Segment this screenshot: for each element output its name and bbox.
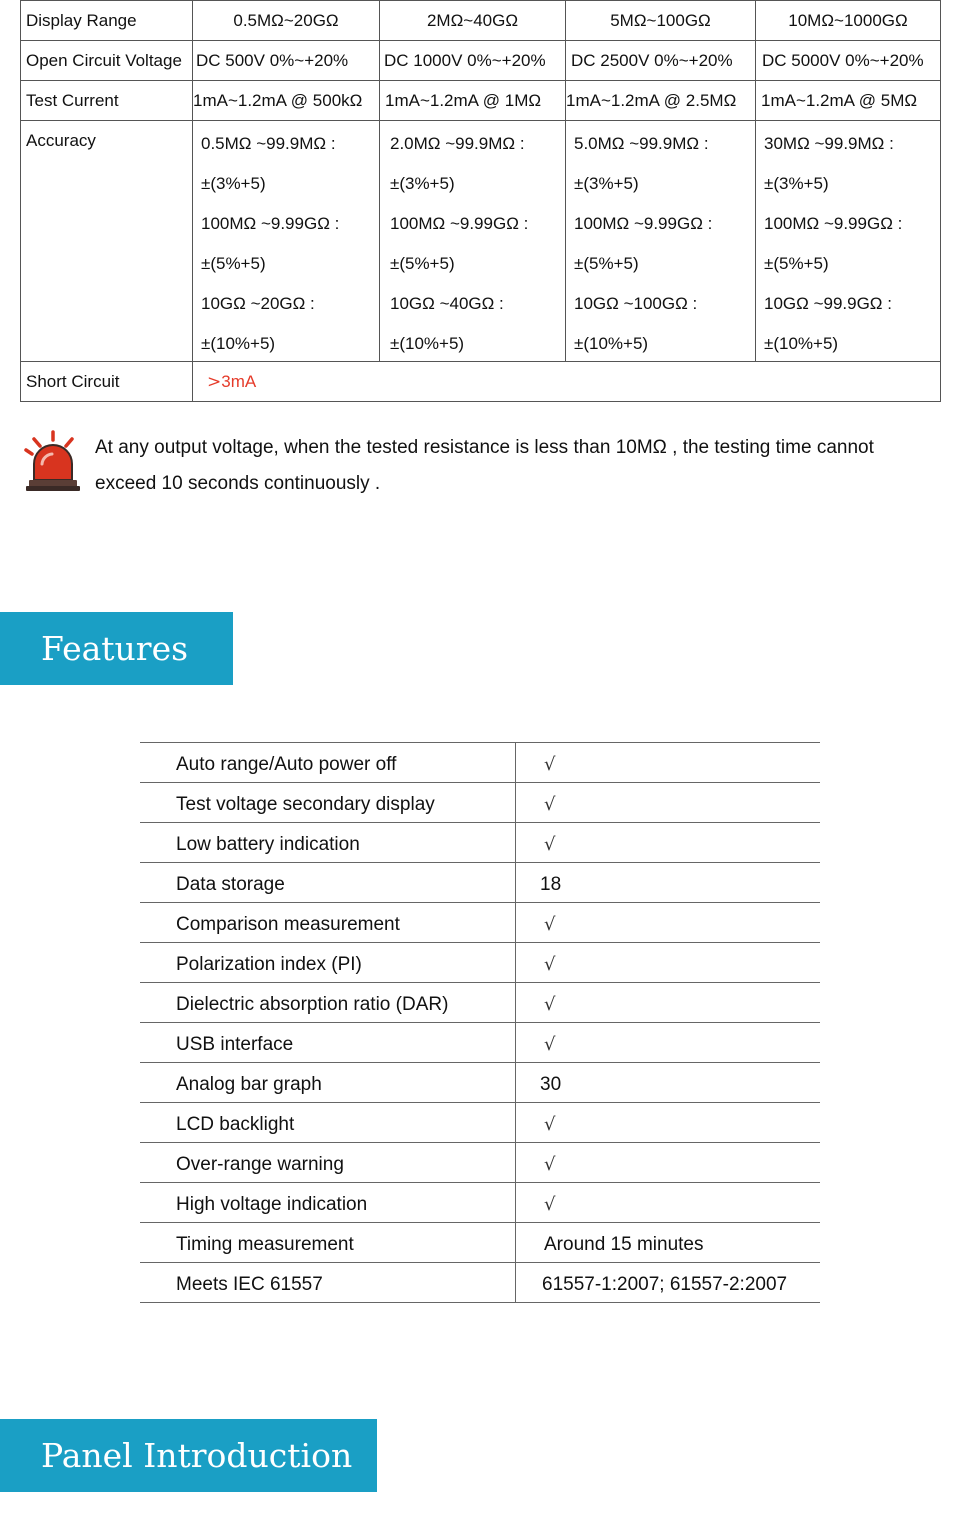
feature-name: Polarization index (PI): [140, 943, 516, 983]
feature-value: √: [516, 1143, 821, 1183]
spec-cell: DC 500V 0%~+20%: [193, 41, 380, 81]
accuracy-cell: [193, 121, 380, 362]
spec-row-accuracy: [21, 121, 941, 362]
accuracy-value: ±(10%+5): [390, 334, 465, 353]
spec-cell: 2MΩ~40GΩ: [380, 1, 566, 41]
spec-row-display-range: [21, 1, 941, 41]
feature-value: √: [516, 1183, 821, 1223]
spec-cell: 1mA~1.2mA @ 1MΩ: [380, 81, 566, 121]
feature-name: Test voltage secondary display: [140, 783, 516, 823]
spec-table: [20, 0, 941, 402]
accuracy-range: 100MΩ ~9.99GΩ :: [574, 214, 713, 233]
spec-label: Open Circuit Voltage: [21, 41, 193, 81]
accuracy-value: ±(5%+5): [201, 254, 266, 273]
accuracy-range: 10GΩ ~100GΩ :: [574, 294, 698, 313]
greater-than-symbol: >: [207, 371, 222, 392]
feature-name: USB interface: [140, 1023, 516, 1063]
feature-value: √: [516, 823, 821, 863]
feature-value: 30: [516, 1063, 821, 1103]
feature-value: 18: [516, 863, 821, 903]
accuracy-value: ±(3%+5): [574, 174, 639, 193]
feature-row: [140, 783, 820, 823]
accuracy-value: ±(3%+5): [390, 174, 455, 193]
spec-label: Accuracy: [21, 121, 193, 362]
accuracy-range: 5.0MΩ ~99.9MΩ :: [574, 134, 709, 153]
feature-row: [140, 943, 820, 983]
spec-cell: 0.5MΩ~20GΩ: [193, 1, 380, 41]
accuracy-value: ±(10%+5): [764, 334, 839, 353]
spec-label: Display Range: [21, 1, 193, 41]
feature-name: Dielectric absorption ratio (DAR): [140, 983, 516, 1023]
feature-name: Data storage: [140, 863, 516, 903]
spec-row-test-current: [21, 81, 941, 121]
accuracy-value: ±(5%+5): [390, 254, 455, 273]
accuracy-value: ±(5%+5): [764, 254, 829, 273]
spec-cell: 5MΩ~100GΩ: [566, 1, 756, 41]
feature-row: [140, 1063, 820, 1103]
accuracy-range: 10GΩ ~40GΩ :: [390, 294, 504, 313]
feature-row: [140, 1143, 820, 1183]
accuracy-range: 30MΩ ~99.9MΩ :: [764, 134, 894, 153]
feature-name: High voltage indication: [140, 1183, 516, 1223]
feature-row: [140, 823, 820, 863]
feature-value: 61557-1:2007; 61557-2:2007: [516, 1263, 821, 1303]
panel-introduction-banner: Panel Introduction: [0, 1419, 377, 1492]
feature-row: [140, 743, 820, 783]
accuracy-value: ±(10%+5): [201, 334, 276, 353]
feature-row: [140, 903, 820, 943]
spec-row-open-circuit-voltage: [21, 41, 941, 81]
features-banner: Features: [0, 612, 233, 685]
spec-cell: 1mA~1.2mA @ 2.5MΩ: [566, 81, 756, 121]
feature-row: [140, 863, 820, 903]
short-circuit-current: 3mA: [221, 371, 257, 391]
accuracy-range: 10GΩ ~99.9GΩ :: [764, 294, 892, 313]
feature-value: √: [516, 943, 821, 983]
accuracy-range: 100MΩ ~9.99GΩ :: [764, 214, 903, 233]
feature-value: √: [516, 983, 821, 1023]
spec-label: Short Circuit: [21, 362, 193, 402]
feature-row: [140, 1223, 820, 1263]
alarm-light-icon: [24, 430, 82, 492]
accuracy-cell: [756, 121, 941, 362]
accuracy-cell: [380, 121, 566, 362]
accuracy-cell: [566, 121, 756, 362]
spec-cell: DC 1000V 0%~+20%: [380, 41, 566, 81]
spec-cell: DC 5000V 0%~+20%: [756, 41, 941, 81]
feature-value: √: [516, 903, 821, 943]
accuracy-range: 2.0MΩ ~99.9MΩ :: [390, 134, 525, 153]
accuracy-value: ±(10%+5): [574, 334, 649, 353]
feature-name: Timing measurement: [140, 1223, 516, 1263]
feature-row: [140, 1183, 820, 1223]
feature-value: √: [516, 783, 821, 823]
feature-row: [140, 1023, 820, 1063]
feature-value: √: [516, 743, 821, 783]
feature-name: Low battery indication: [140, 823, 516, 863]
feature-name: Auto range/Auto power off: [140, 743, 516, 783]
feature-name: Meets IEC 61557: [140, 1263, 516, 1303]
spec-cell: 1mA~1.2mA @ 5MΩ: [756, 81, 941, 121]
spec-label: Test Current: [21, 81, 193, 121]
feature-value: Around 15 minutes: [516, 1223, 821, 1263]
accuracy-range: 0.5MΩ ~99.9MΩ :: [201, 134, 336, 153]
accuracy-value: ±(3%+5): [201, 174, 266, 193]
feature-name: Comparison measurement: [140, 903, 516, 943]
spec-cell: 1mA~1.2mA @ 500kΩ: [193, 81, 380, 121]
accuracy-value: ±(3%+5): [764, 174, 829, 193]
accuracy-range: 10GΩ ~20GΩ :: [201, 294, 315, 313]
accuracy-range: 100MΩ ~9.99GΩ :: [201, 214, 340, 233]
warning-text: At any output voltage, when the tested resistance is less than 10MΩ , the testing time cannot exceed 10 seconds continuously .: [95, 437, 874, 494]
spec-row-short-circuit: [21, 362, 941, 402]
feature-row: [140, 983, 820, 1023]
short-circuit-value: [193, 362, 941, 402]
feature-row: [140, 1103, 820, 1143]
feature-name: Over-range warning: [140, 1143, 516, 1183]
features-table: [140, 742, 820, 1303]
accuracy-range: 100MΩ ~9.99GΩ :: [390, 214, 529, 233]
accuracy-value: ±(5%+5): [574, 254, 639, 273]
feature-name: LCD backlight: [140, 1103, 516, 1143]
spec-cell: 10MΩ~1000GΩ: [756, 1, 941, 41]
feature-row: [140, 1263, 820, 1303]
feature-name: Analog bar graph: [140, 1063, 516, 1103]
spec-cell: DC 2500V 0%~+20%: [566, 41, 756, 81]
feature-value: √: [516, 1103, 821, 1143]
feature-value: √: [516, 1023, 821, 1063]
